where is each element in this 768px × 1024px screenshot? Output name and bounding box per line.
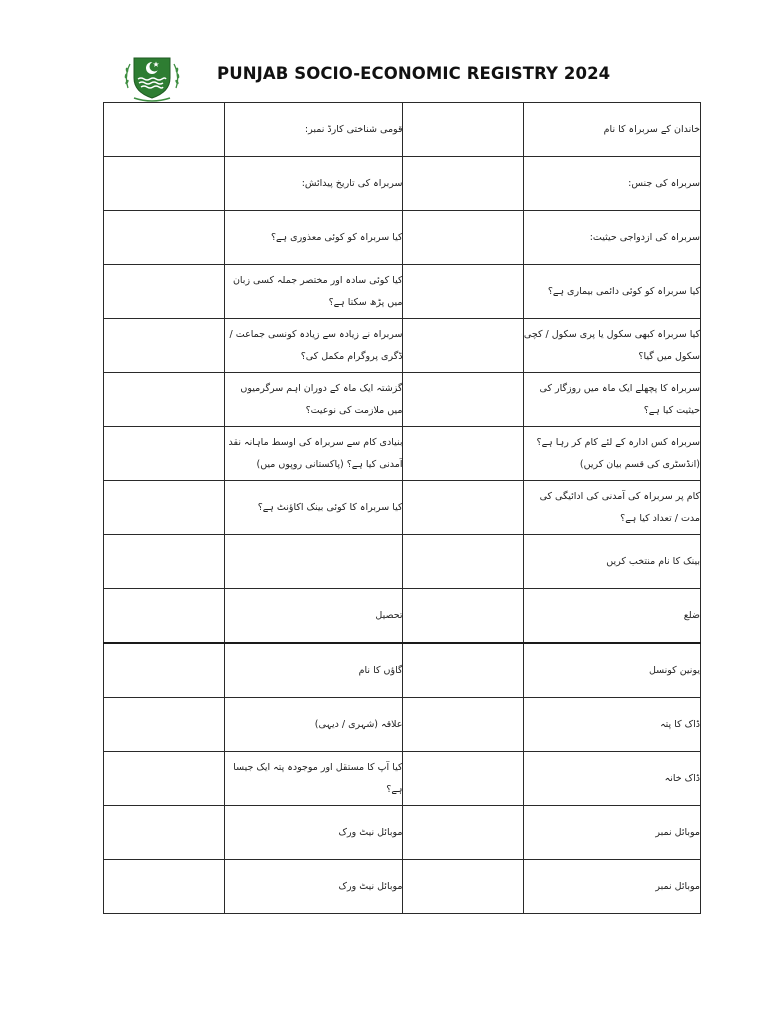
field-label: موبائل نمبر [523,806,700,860]
form-row [104,319,701,373]
field-label: موبائل نیٹ ورک [225,806,403,860]
answer-cell[interactable] [403,643,523,698]
field-label: کیا آپ کا مستقل اور موجودہ پتہ ایک جیسا ہے؟ [225,752,403,806]
answer-cell[interactable] [403,265,523,319]
field-label: سربراہ کا پچھلے ایک ماہ میں روزگار کی حیثیت کیا ہے؟ [523,373,700,427]
form-row [104,752,701,806]
form-row [104,103,701,157]
answer-cell[interactable] [403,752,523,806]
form-row [104,265,701,319]
field-label: یونین کونسل [523,643,700,698]
form-row [104,535,701,589]
field-label: گزشتہ ایک ماہ کے دوران اہم سرگرمیوں میں ملازمت کی نوعیت؟ [225,373,403,427]
answer-cell[interactable] [104,535,225,589]
answer-cell[interactable] [403,806,523,860]
field-label: گاؤں کا نام [225,643,403,698]
answer-cell[interactable] [104,103,225,157]
page-title: PUNJAB SOCIO-ECONOMIC REGISTRY 2024 [217,64,611,83]
field-label: کیا سربراہ کو کوئی دائمی بیماری ہے؟ [523,265,700,319]
answer-cell[interactable] [104,211,225,265]
field-label: کیا کوئی سادہ اور مختصر جملہ کسی زبان میں پڑھ سکتا ہے؟ [225,265,403,319]
answer-cell[interactable] [104,319,225,373]
form-row [104,643,701,698]
field-label: ڈاک خانہ [523,752,700,806]
field-label: قومی شناختی کارڈ نمبر: [225,103,403,157]
field-label: کام پر سربراہ کی آمدنی کی ادائیگی کی مدت / تعداد کیا ہے؟ [523,481,700,535]
field-label: موبائل نیٹ ورک [225,860,403,914]
answer-cell[interactable] [104,860,225,914]
field-label: سربراہ کی ازدواجی حیثیت: [523,211,700,265]
answer-cell[interactable] [104,157,225,211]
field-label: کیا سربراہ کا کوئی بینک اکاؤنٹ ہے؟ [225,481,403,535]
field-label: سربراہ کی تاریخ پیدائش: [225,157,403,211]
answer-cell[interactable] [104,698,225,752]
answer-cell[interactable] [403,373,523,427]
form-row [104,427,701,481]
answer-cell[interactable] [104,752,225,806]
answer-cell[interactable] [104,265,225,319]
form-row [104,481,701,535]
form-row [104,157,701,211]
registry-form-table [103,102,701,914]
answer-cell[interactable] [104,806,225,860]
answer-cell[interactable] [403,698,523,752]
answer-cell[interactable] [104,427,225,481]
field-label: بینک کا نام منتخب کریں [523,535,700,589]
answer-cell[interactable] [403,427,523,481]
form-row [104,698,701,752]
answer-cell[interactable] [403,481,523,535]
government-of-punjab-crest-icon [120,48,184,104]
field-label [225,535,403,589]
field-label: بنیادی کام سے سربراہ کی اوسط ماہانہ نقد آمدنی کیا ہے؟ (پاکستانی روپوں میں) [225,427,403,481]
answer-cell[interactable] [104,373,225,427]
form-row [104,589,701,644]
form-row [104,860,701,914]
answer-cell[interactable] [403,211,523,265]
field-label: ضلع [523,589,700,644]
answer-cell[interactable] [403,589,523,644]
answer-cell[interactable] [403,319,523,373]
answer-cell[interactable] [104,481,225,535]
form-row [104,211,701,265]
field-label: سربراہ کی جنس: [523,157,700,211]
field-label: سربراہ نے زیادہ سے زیادہ کونسی جماعت / ڈگری پروگرام مکمل کی؟ [225,319,403,373]
answer-cell[interactable] [104,589,225,644]
field-label: سربراہ کس ادارہ کے لئے کام کر رہا ہے؟ (انڈسٹری کی قسم بیان کریں) [523,427,700,481]
answer-cell[interactable] [403,535,523,589]
field-label: خاندان کے سربراہ کا نام [523,103,700,157]
answer-cell[interactable] [403,860,523,914]
form-row [104,806,701,860]
field-label: کیا سربراہ کبھی سکول یا پری سکول / کچی سکول میں گیا؟ [523,319,700,373]
field-label: کیا سربراہ کو کوئی معذوری ہے؟ [225,211,403,265]
field-label: موبائل نمبر [523,860,700,914]
form-row [104,373,701,427]
answer-cell[interactable] [104,643,225,698]
field-label: ڈاک کا پتہ [523,698,700,752]
answer-cell[interactable] [403,157,523,211]
field-label: تحصیل [225,589,403,644]
answer-cell[interactable] [403,103,523,157]
field-label: علاقہ (شہری / دیہی) [225,698,403,752]
